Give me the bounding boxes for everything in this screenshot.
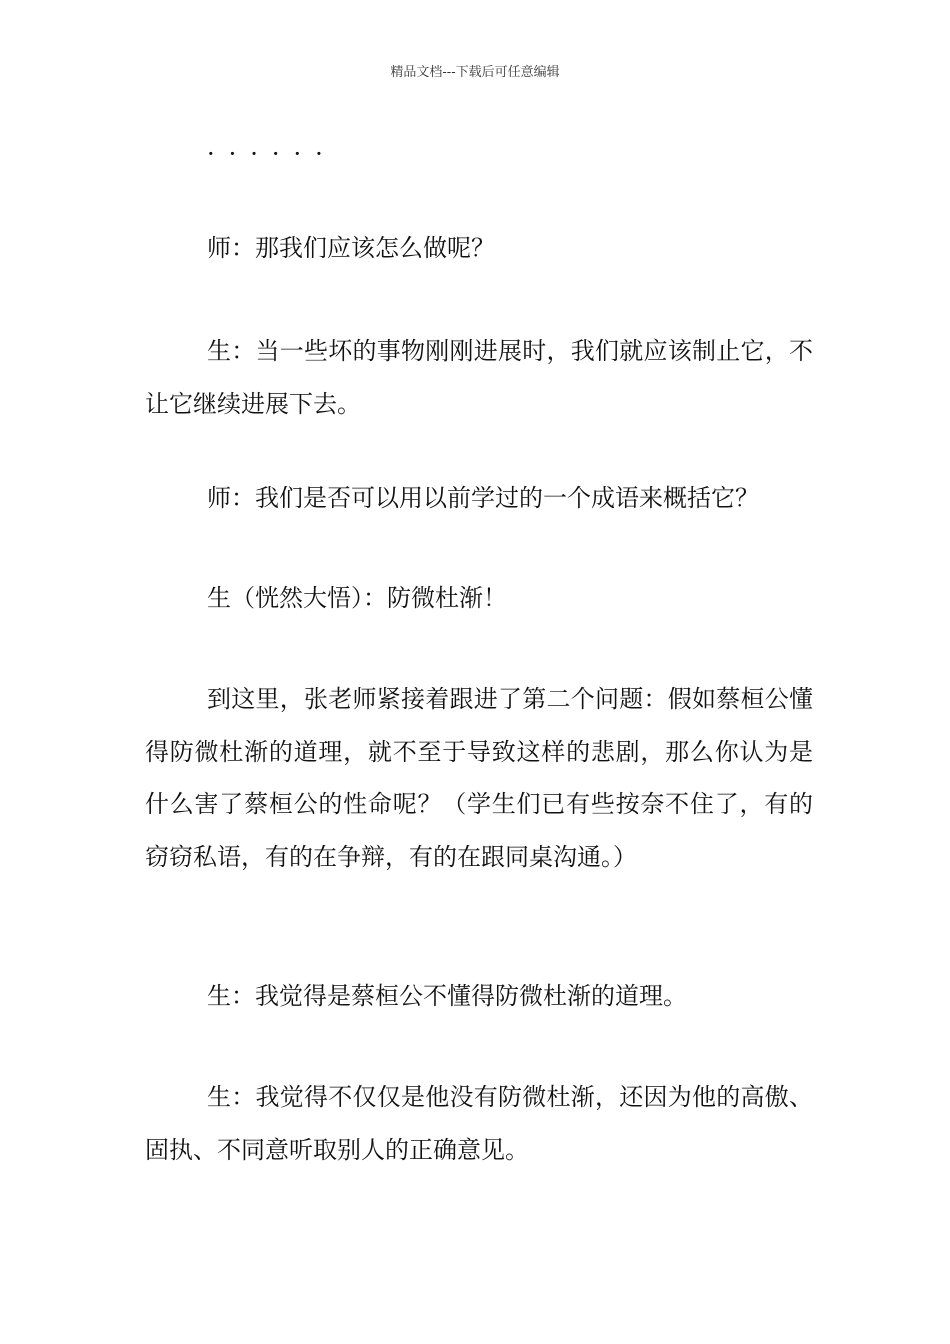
dialogue-paragraph: 师：我们是否可以用以前学过的一个成语来概括它？: [207, 484, 759, 512]
narrative-paragraph: 到这里，张老师紧接着跟进了第二个问题：假如蔡桓公懂得防微杜渐的道理，就不至于导致这样的悲剧，那么你认为是什么害了蔡桓公的性命呢？（学生们已有些按奈不住了，有的窃窃私语，有的在争辩，有的在跟同桌沟通。）: [145, 685, 813, 871]
dialogue-paragraph: 师：那我们应该怎么做呢？: [207, 234, 495, 262]
ellipsis-line: ······: [207, 140, 337, 168]
page-header: 精品文档---下载后可任意编辑: [390, 65, 560, 80]
dialogue-paragraph: 生（恍然大悟）：防微杜渐！: [207, 584, 507, 612]
dialogue-paragraph: 生：我觉得不仅仅是他没有防微杜渐，还因为他的高傲、固执、不同意听取别人的正确意见。: [145, 1083, 813, 1164]
dialogue-paragraph: 生：我觉得是蔡桓公不懂得防微杜渐的道理。: [207, 982, 687, 1010]
dialogue-paragraph: 生：当一些坏的事物刚刚进展时，我们就应该制止它，不让它继续进展下去。: [145, 337, 813, 418]
